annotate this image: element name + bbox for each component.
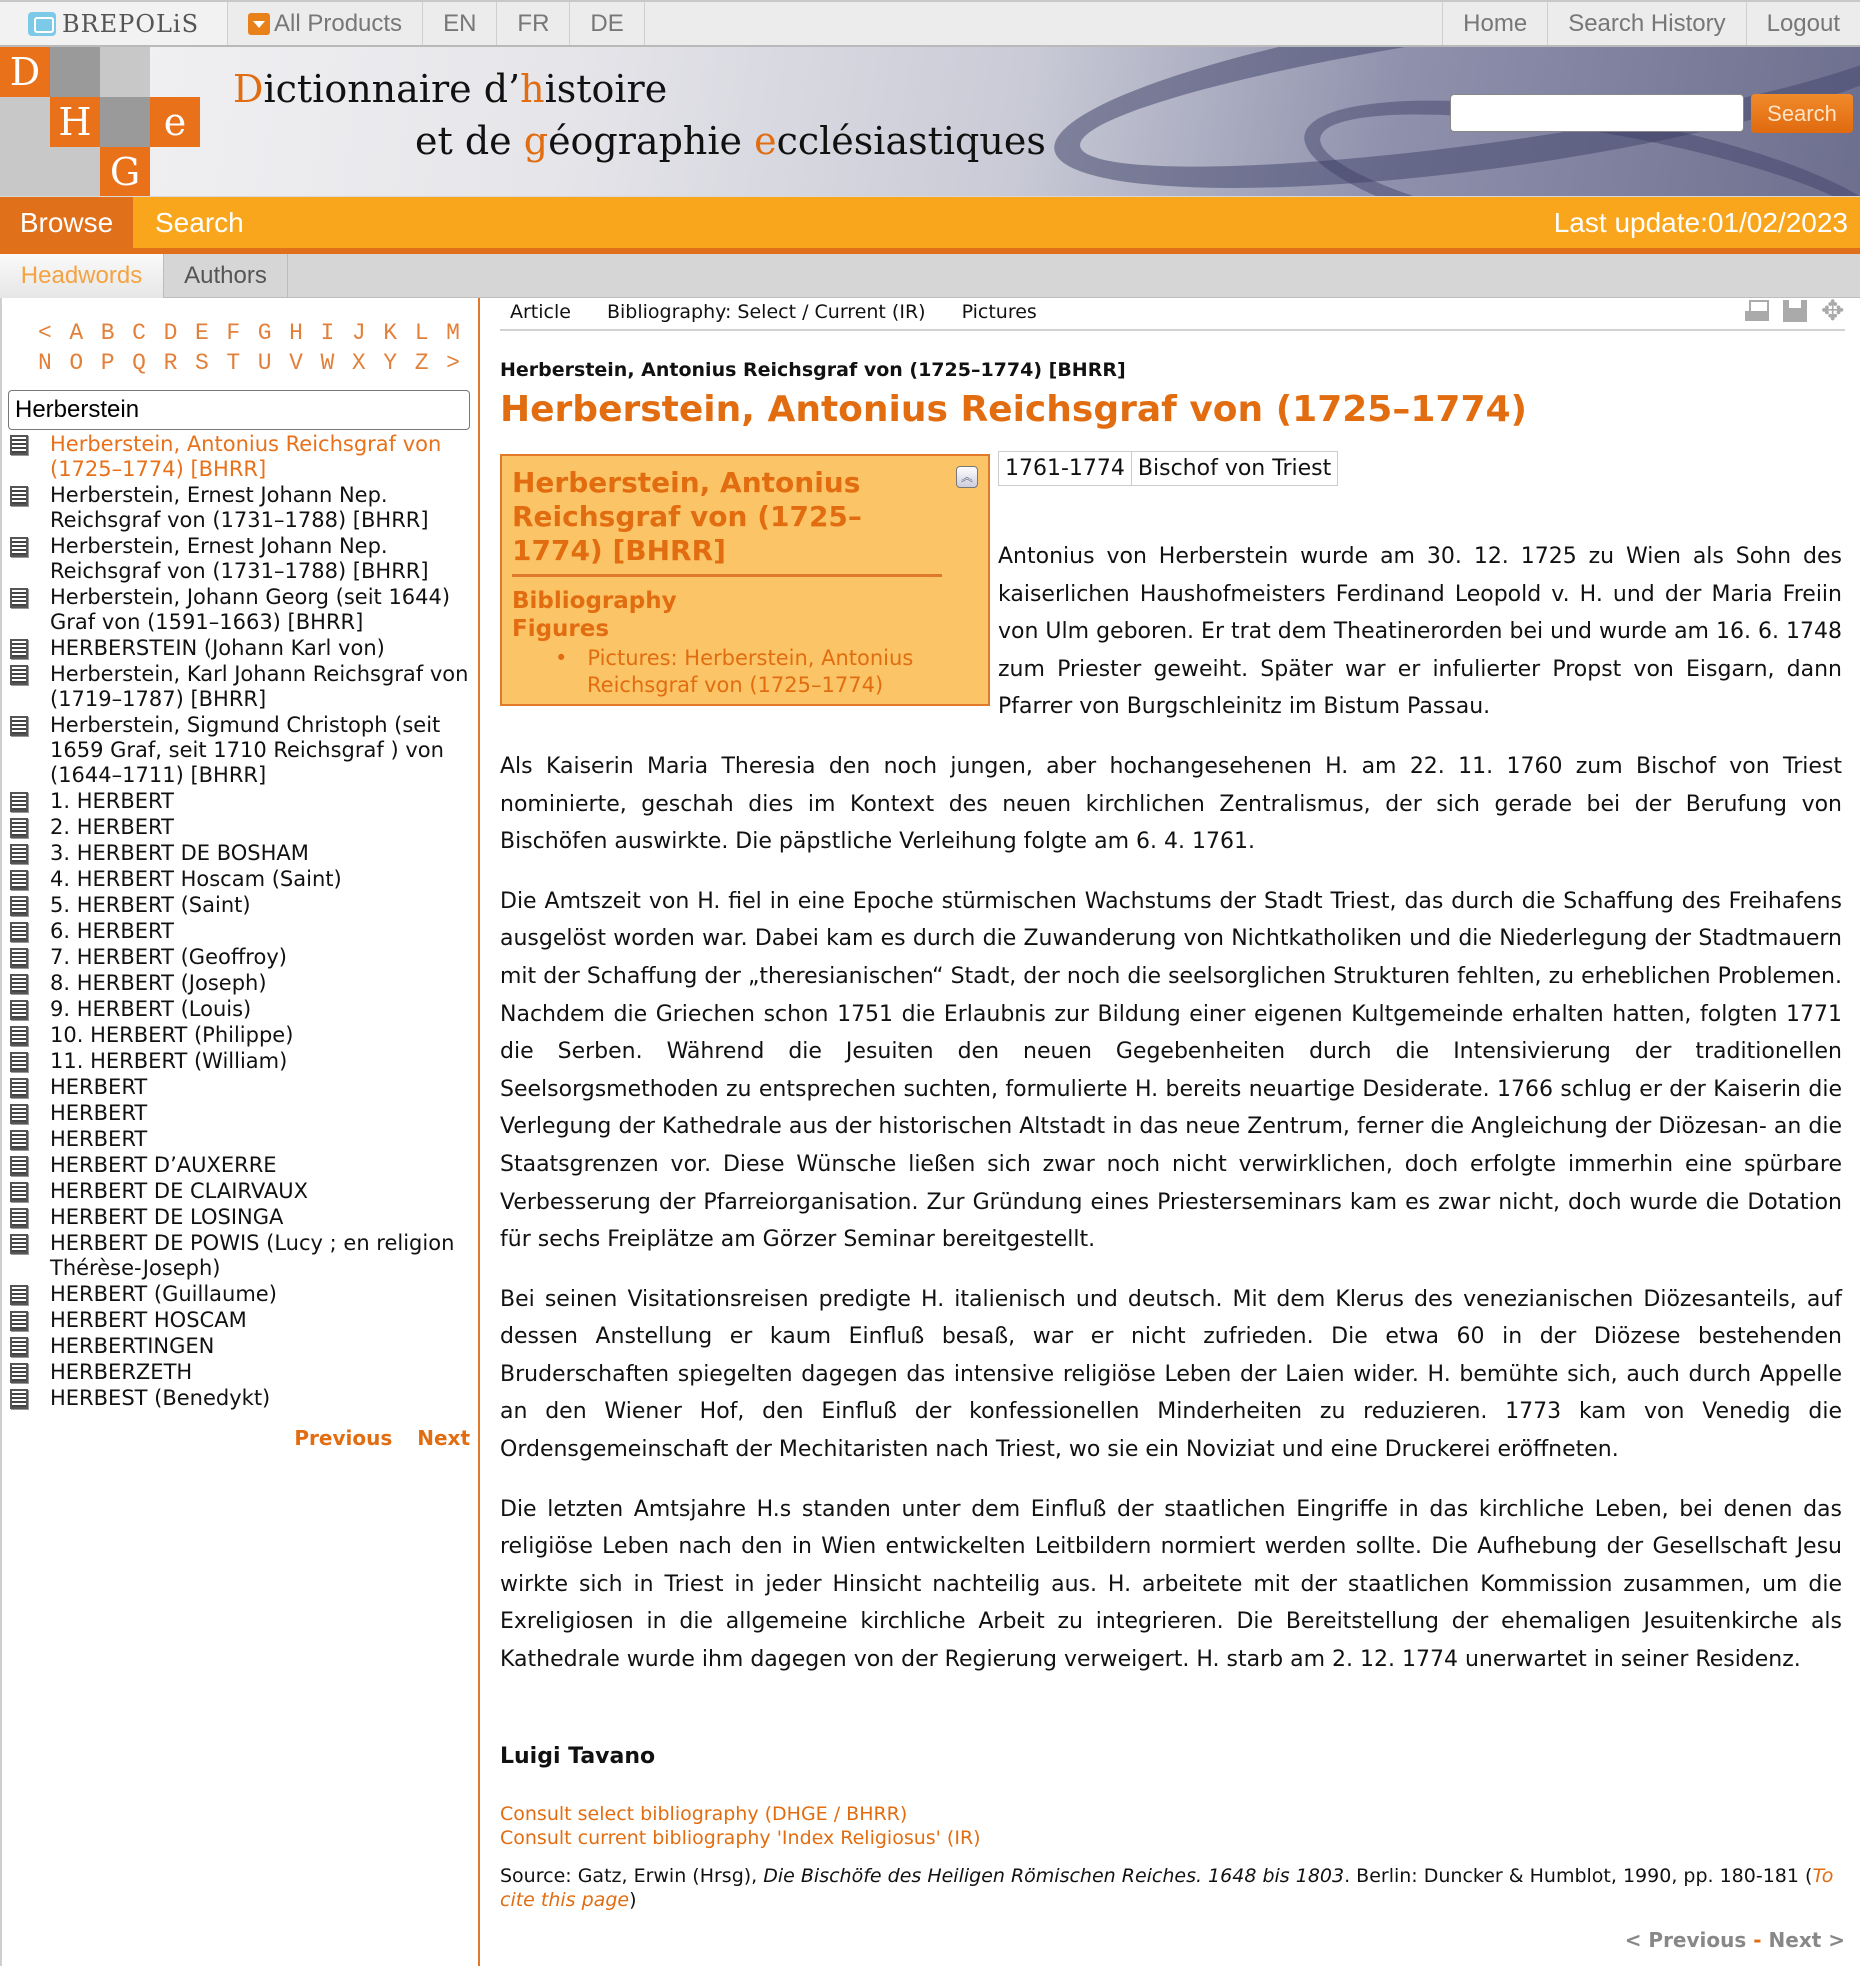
title-initial: h [520, 67, 545, 111]
headword-item[interactable] [8, 1334, 478, 1359]
headword-label: HERBERT [50, 1075, 148, 1099]
logo-letter-h: H [50, 97, 100, 147]
headword-label: HERBERT DE POWIS (Lucy ; en religion Thérèse-Joseph) [50, 1231, 455, 1280]
main-nav [0, 196, 1860, 254]
pager-separator: - [1746, 1928, 1769, 1952]
headword-item[interactable] [8, 1127, 478, 1152]
headword-label: 4. HERBERT Hoscam (Saint) [50, 867, 342, 891]
title-text: éographie [548, 119, 755, 163]
logo-portrait [0, 147, 50, 196]
tab-headwords[interactable]: Headwords [0, 254, 164, 298]
document-icon [10, 1285, 28, 1305]
document-icon [10, 1311, 28, 1331]
brand-name: BREPOLiS [61, 9, 200, 38]
headword-label: 6. HERBERT [50, 919, 174, 943]
headword-item[interactable] [8, 945, 478, 970]
headword-item[interactable] [8, 815, 478, 840]
document-icon [10, 665, 28, 685]
article-title: Herberstein, Antonius Reichsgraf von (1725–1774) [500, 389, 1528, 430]
sidebar-previous-link[interactable]: Previous [294, 1426, 393, 1450]
title-initial: g [523, 119, 549, 163]
headword-item[interactable] [8, 483, 478, 533]
logo-ornament [100, 47, 150, 97]
tab-search[interactable]: Search [155, 206, 244, 238]
headword-label: HERBERT DE CLAIRVAUX [50, 1179, 308, 1203]
source-title: Die Bischöfe des Heiligen Römischen Reiches. 1648 bis 1803 [763, 1865, 1345, 1887]
alphabet-letter[interactable]: I [320, 320, 335, 346]
alphabet-letter[interactable]: V [289, 350, 303, 376]
headword-item[interactable] [8, 919, 478, 944]
headword-item[interactable] [8, 636, 478, 661]
move-icon[interactable] [1821, 300, 1845, 322]
article-paragraph: Antonius von Herberstein wurde am 30. 12. 1725 zu Wien als Sohn des kaiserlichen Haushofmeisters Ferdinand Leopold v. H. und der Maria Freiin von Ulm geboren. Er trat dem Theatinerorden bei und wurde am 16. 6. 1748 zum Priester geweiht. Später war er infulierter Propst von Eisgarn, dann Pfarrer von Burgschleinitz im Bistum Passau. [998, 544, 1842, 720]
alphabet-letter[interactable]: B [100, 320, 115, 346]
article-previous-link[interactable]: < Previous [1624, 1928, 1747, 1952]
alphabet-letter[interactable]: A [69, 320, 84, 346]
infobox-figures-link[interactable]: Figures [512, 616, 610, 642]
home-link[interactable]: Home [1463, 9, 1528, 37]
breadcrumb: Herberstein, Antonius Reichsgraf von (1725–1774) [BHRR] [500, 359, 1126, 381]
headword-label: 10. HERBERT (Philippe) [50, 1023, 294, 1047]
alphabet-letter[interactable]: L [414, 320, 429, 346]
logo-letter-g: G [100, 147, 150, 196]
alphabet-index [38, 318, 477, 378]
document-icon [10, 1026, 28, 1046]
title-text: cclésiastiques [776, 119, 1046, 163]
headword-item[interactable] [8, 1049, 478, 1074]
headword-label: HERBERZETH [50, 1360, 193, 1384]
tab-authors[interactable]: Authors [164, 254, 288, 298]
title-text: ictionnaire d’ [263, 67, 521, 111]
headword-search-input[interactable] [8, 390, 470, 430]
document-icon [10, 1182, 28, 1202]
headword-list [8, 432, 478, 1412]
alphabet-letter[interactable]: X [351, 350, 366, 376]
lang-fr[interactable]: FR [497, 2, 570, 45]
document-icon [10, 716, 28, 736]
alphabet-letter[interactable]: K [383, 320, 398, 346]
alphabet-letter[interactable]: F [226, 320, 241, 346]
bullet-icon: • [555, 646, 568, 670]
tab-browse[interactable]: Browse [0, 197, 133, 248]
alphabet-letter[interactable]: > [446, 350, 460, 376]
save-icon[interactable] [1783, 300, 1807, 322]
document-icon [10, 818, 28, 838]
article-text [500, 538, 1842, 1701]
headword-item[interactable] [8, 1205, 478, 1230]
article-paragraph: Bei seinen Visitationsreisen predigte H. italienisch und deutsch. Mit dem Klerus des venezianischen Diözesanteils, auf dessen Anstellung er kaum Einfluß besaß, war er nicht zufrieden. Die etwa 60 in der Diözese bestehenden Bruderschaften spiegelten dagegen das intensive religiöse Leben der Laien wider. H. bemühte sich, auch durch Appelle an den Wiener Hof, den Einfluß der konfessionellen Minderheiten zu reduzieren. 1773 kam von Venedig die Ordensgemeinschaft der Mechitaristen nach Triest, wo sie ein Noviziat und eine Druckerei eröffneten. [500, 1286, 1842, 1463]
site-title-line1 [233, 67, 667, 111]
title-text: et de [415, 119, 524, 163]
logo-portrait [50, 47, 100, 97]
logo-blank [150, 47, 200, 97]
headword-item[interactable] [8, 789, 478, 814]
headword-item[interactable] [8, 662, 478, 712]
headword-label: HERBEST (Benedykt) [50, 1386, 271, 1410]
print-icon[interactable] [1745, 300, 1769, 322]
alphabet-letter[interactable]: E [194, 320, 209, 346]
search-history-link[interactable]: Search History [1547, 2, 1745, 45]
headword-item[interactable] [8, 1075, 478, 1100]
alphabet-letter[interactable]: M [446, 320, 460, 346]
headword-item[interactable] [8, 1231, 478, 1281]
sidebar-pager [276, 1426, 470, 1450]
article-paragraph: Die Amtszeit von H. fiel in eine Epoche stürmischen Wachstums der Stadt Triest, das durch die Schaffung des Freihafens ausgelöst worden war. Dabei kam es durch die Zuwanderung von Nichtkatholiken und die Niederlegung der Stadtmauern mit der Schaffung der „theresianischen“ Stadt, der noch die seelsorglichen Strukturen fehlten, zu erheblichen Problemen. Nachdem die Griechen schon 1751 die Erlaubnis zur Bildung einer eigenen Kultgemeinde erhalten hatten, folgten 1771 die Serben. Während die Jesuiten den neuen Gegebenheiten durch die Intensivierung der traditionellen Seelsorgsmethoden zu entsprechen suchten, formulierte H. bereits neuartige Desiderate. 1766 schlug er der Kaiserin die Verlegung der Kathedrale aus der historischen Altstadt in das neue Zentrum, ferner die Angleichung der Diözesan- an die Staatsgrenzen vor. Diese Wünsche ließen sich zwar noch nicht verwirklichen, doch erfolgte immerhin eine spürbare Verbesserung der Pfarreiorganisation. Zur Gründung eines Priesterseminars kam es zwar nicht, doch wurde die Dotation für sechs Freiplätze am Görzer Seminar bereitgestellt. [500, 888, 1842, 1253]
document-icon [10, 974, 28, 994]
logout-link[interactable]: Logout [1746, 2, 1860, 45]
headword-item[interactable] [8, 867, 478, 892]
bibliography-links [500, 1802, 981, 1850]
document-icon [10, 896, 28, 916]
headword-label: Herberstein, Ernest Johann Nep. Reichsgraf von (1731–1788) [BHRR] [50, 534, 429, 583]
title-initial: e [754, 119, 777, 163]
alphabet-letter[interactable]: S [194, 350, 209, 376]
article-next-link[interactable]: Next > [1768, 1928, 1845, 1952]
offices-table [998, 451, 1338, 486]
logo-blank [150, 147, 200, 196]
dropdown-icon [248, 13, 270, 35]
headword-label: HERBERTINGEN [50, 1334, 215, 1358]
alphabet-letter[interactable]: T [226, 350, 241, 376]
headword-item[interactable] [8, 585, 478, 635]
infobox-bibliography-link[interactable]: Bibliography [512, 588, 677, 614]
logo-letter-d: D [0, 47, 50, 97]
brepolis-logo[interactable] [0, 2, 228, 45]
select-bibliography-link[interactable]: Consult select bibliography (DHGE / BHRR) [500, 1803, 908, 1825]
headword-label: HERBERT HOSCAM [50, 1308, 247, 1332]
sidebar-next-link[interactable]: Next [417, 1426, 470, 1450]
top-bar-spacer [645, 2, 1443, 45]
document-icon [10, 1337, 28, 1357]
document-icon [10, 435, 28, 455]
alphabet-letter[interactable]: Z [414, 350, 429, 376]
headword-item[interactable] [8, 1153, 478, 1178]
logo-letter-e: e [150, 97, 200, 147]
document-icon [10, 588, 28, 608]
headword-item[interactable] [8, 997, 478, 1022]
article-tools [1745, 300, 1845, 322]
lang-en[interactable]: EN [423, 2, 497, 45]
alphabet-letter[interactable]: P [100, 350, 115, 376]
logo-portrait [100, 97, 150, 147]
alphabet-letter[interactable]: U [257, 350, 272, 376]
alphabet-letter[interactable]: W [320, 350, 335, 376]
dhge-logo[interactable] [0, 47, 200, 196]
alphabet-letter[interactable]: C [132, 320, 146, 346]
current-bibliography-link[interactable]: Consult current bibliography 'Index Religiosus' (IR) [500, 1827, 981, 1849]
headword-item[interactable] [8, 713, 478, 788]
alphabet-letter[interactable]: H [289, 320, 303, 346]
source-citation [500, 1864, 1842, 1912]
alphabet-letter[interactable]: G [257, 320, 272, 346]
brepolis-book-icon [28, 12, 56, 36]
document-icon [10, 639, 28, 659]
document-icon [10, 486, 28, 506]
source-prefix: Source: Gatz, Erwin (Hrsg), [500, 1865, 764, 1887]
headword-item[interactable] [8, 1101, 478, 1126]
all-products-label: All Products [274, 9, 403, 37]
infobox-title: Herberstein, Antonius Reichsgraf von (1725–1774) [BHRR] [512, 466, 942, 577]
tab-pictures[interactable]: Pictures [961, 301, 1037, 323]
article-panel [500, 298, 1845, 1952]
headword-label: HERBERT [50, 1101, 148, 1125]
office-title: Bischof von Triest [1131, 452, 1337, 486]
site-banner [0, 47, 1860, 196]
headword-label: 8. HERBERT (Joseph) [50, 971, 267, 995]
document-icon [10, 1104, 28, 1124]
top-bar [0, 0, 1860, 47]
alphabet-row [38, 318, 477, 348]
document-icon [10, 948, 28, 968]
alphabet-letter[interactable]: D [163, 320, 178, 346]
source-suffix: . Berlin: Duncker & Humblot, 1990, pp. 180-181 ( [1344, 1865, 1813, 1887]
document-icon [10, 792, 28, 812]
last-update: Last update:01/02/2023 [1553, 206, 1848, 238]
document-icon [10, 844, 28, 864]
headword-item[interactable] [8, 1360, 478, 1385]
pictures-link-label: Pictures: Herberstein, Antonius Reichsgraf von (1725–1774) [587, 646, 914, 697]
headword-label: 3. HERBERT DE BOSHAM [50, 841, 309, 865]
headword-item[interactable] [8, 893, 478, 918]
headword-label: 11. HERBERT (William) [50, 1049, 288, 1073]
headword-label: HERBERT [50, 1127, 148, 1151]
collapse-icon[interactable]: ︽ [956, 466, 978, 488]
headword-label: HERBERSTEIN (Johann Karl von) [50, 636, 385, 660]
document-icon [10, 870, 28, 890]
alphabet-letter[interactable]: Y [383, 350, 398, 376]
headword-label: 5. HERBERT (Saint) [50, 893, 251, 917]
alphabet-letter[interactable]: < [38, 320, 52, 346]
tab-bibliography[interactable]: Bibliography: Select / Current (IR) [606, 301, 926, 323]
headword-label: 7. HERBERT (Geoffroy) [50, 945, 287, 969]
headword-label: 1. HERBERT [50, 789, 174, 813]
office-row [999, 452, 1338, 486]
headword-item[interactable] [8, 1308, 478, 1333]
browse-subtabs [0, 254, 1860, 298]
headword-item[interactable] [8, 1179, 478, 1204]
headword-item[interactable] [8, 841, 478, 866]
headword-label: HERBERT (Guillaume) [50, 1282, 277, 1306]
article-tabs [500, 298, 1845, 331]
title-text: istoire [544, 67, 668, 111]
document-icon [10, 537, 28, 557]
document-icon [10, 1389, 28, 1409]
document-icon [10, 1363, 28, 1383]
header-search-input[interactable] [1450, 94, 1744, 132]
document-icon [10, 922, 28, 942]
alphabet-letter[interactable]: R [163, 350, 178, 376]
headword-label: HERBERT DE LOSINGA [50, 1205, 284, 1229]
article-paragraph: Als Kaiserin Maria Theresia den noch jungen, aber hochangesehenen H. am 22. 11. 1760 zum Bischof von Triest nominierte, geschah dies im Kontext des neuen kirchlichen Zentralismus, der sich gerade bei der Berufung von Bischöfen auswirkte. Die päpstliche Verleihung folgte am 6. 4. 1761. [500, 753, 1842, 855]
headword-label: 9. HERBERT (Louis) [50, 997, 252, 1021]
headword-item[interactable] [8, 1386, 478, 1411]
headword-label: Herberstein, Antonius Reichsgraf von (1725–1774) [BHRR] [50, 432, 442, 481]
headword-item[interactable] [8, 1282, 478, 1307]
source-close: ) [629, 1889, 637, 1911]
article-pager [1625, 1928, 1845, 1952]
header-search-button[interactable]: Search [1751, 94, 1853, 133]
alphabet-letter[interactable]: N [38, 350, 52, 376]
alphabet-letter[interactable]: J [351, 320, 366, 346]
document-icon [10, 1130, 28, 1150]
office-years: 1761-1774 [999, 452, 1132, 486]
document-icon [10, 1156, 28, 1176]
title-initial: D [233, 67, 264, 111]
logo-portrait [0, 97, 50, 147]
document-icon [10, 1078, 28, 1098]
alphabet-letter[interactable]: Q [132, 350, 146, 376]
article-author: Luigi Tavano [500, 1744, 656, 1769]
headword-label: Herberstein, Ernest Johann Nep. Reichsgraf von (1731–1788) [BHRR] [50, 483, 429, 532]
headword-label: Herberstein, Karl Johann Reichsgraf von (1719–1787) [BHRR] [50, 662, 469, 711]
tab-article[interactable]: Article [510, 301, 571, 323]
logo-portrait [50, 147, 100, 196]
alphabet-row [38, 348, 477, 378]
document-icon [10, 1234, 28, 1254]
document-icon [10, 1000, 28, 1020]
headword-label: Herberstein, Johann Georg (seit 1644) Graf von (1591–1663) [BHRR] [50, 585, 451, 634]
headword-item[interactable] [8, 432, 478, 482]
headword-item[interactable] [8, 534, 478, 584]
headword-label: 2. HERBERT [50, 815, 174, 839]
headword-sidebar [0, 298, 480, 1966]
headword-item[interactable] [8, 1023, 478, 1048]
article-paragraph: Die letzten Amtsjahre H.s standen unter dem Einfluß der staatlichen Eingriffe in das kirchliche Leben, bei denen das religiöse Leben nach den in Wien entwickelten Leitbildern normiert werden sollte. Die Aufhebung der Gesellschaft Jesu wirkte sich in Triest in jeder Hinsicht nachteilig aus. H. arbeitete mit der staatlichen Kommission zusammen, um die Exreligiosen in die allgemeine kirchliche Arbeit zu integrieren. Die Bereitstellung der ehemaligen Jesuitenkirche als Kathedrale wurde ihm dagegen von der Regierung verweigert. H. starb am 2. 12. 1774 unerwartet in seiner Residenz. [500, 1496, 1842, 1673]
all-products-menu[interactable] [228, 2, 423, 45]
site-title-line2 [415, 119, 1046, 163]
headword-label: Herberstein, Sigmund Christoph (seit 1659 Graf, seit 1710 Reichsgraf ) von (1644–1711) [BHRR] [50, 713, 444, 787]
document-icon [10, 1208, 28, 1228]
alphabet-letter[interactable]: O [69, 350, 84, 376]
cite-page-link[interactable]: To cite this page [500, 1865, 1834, 1911]
headword-label: HERBERT D’AUXERRE [50, 1153, 277, 1177]
lang-de[interactable]: DE [570, 2, 644, 45]
headword-item[interactable] [8, 971, 478, 996]
document-icon [10, 1052, 28, 1072]
